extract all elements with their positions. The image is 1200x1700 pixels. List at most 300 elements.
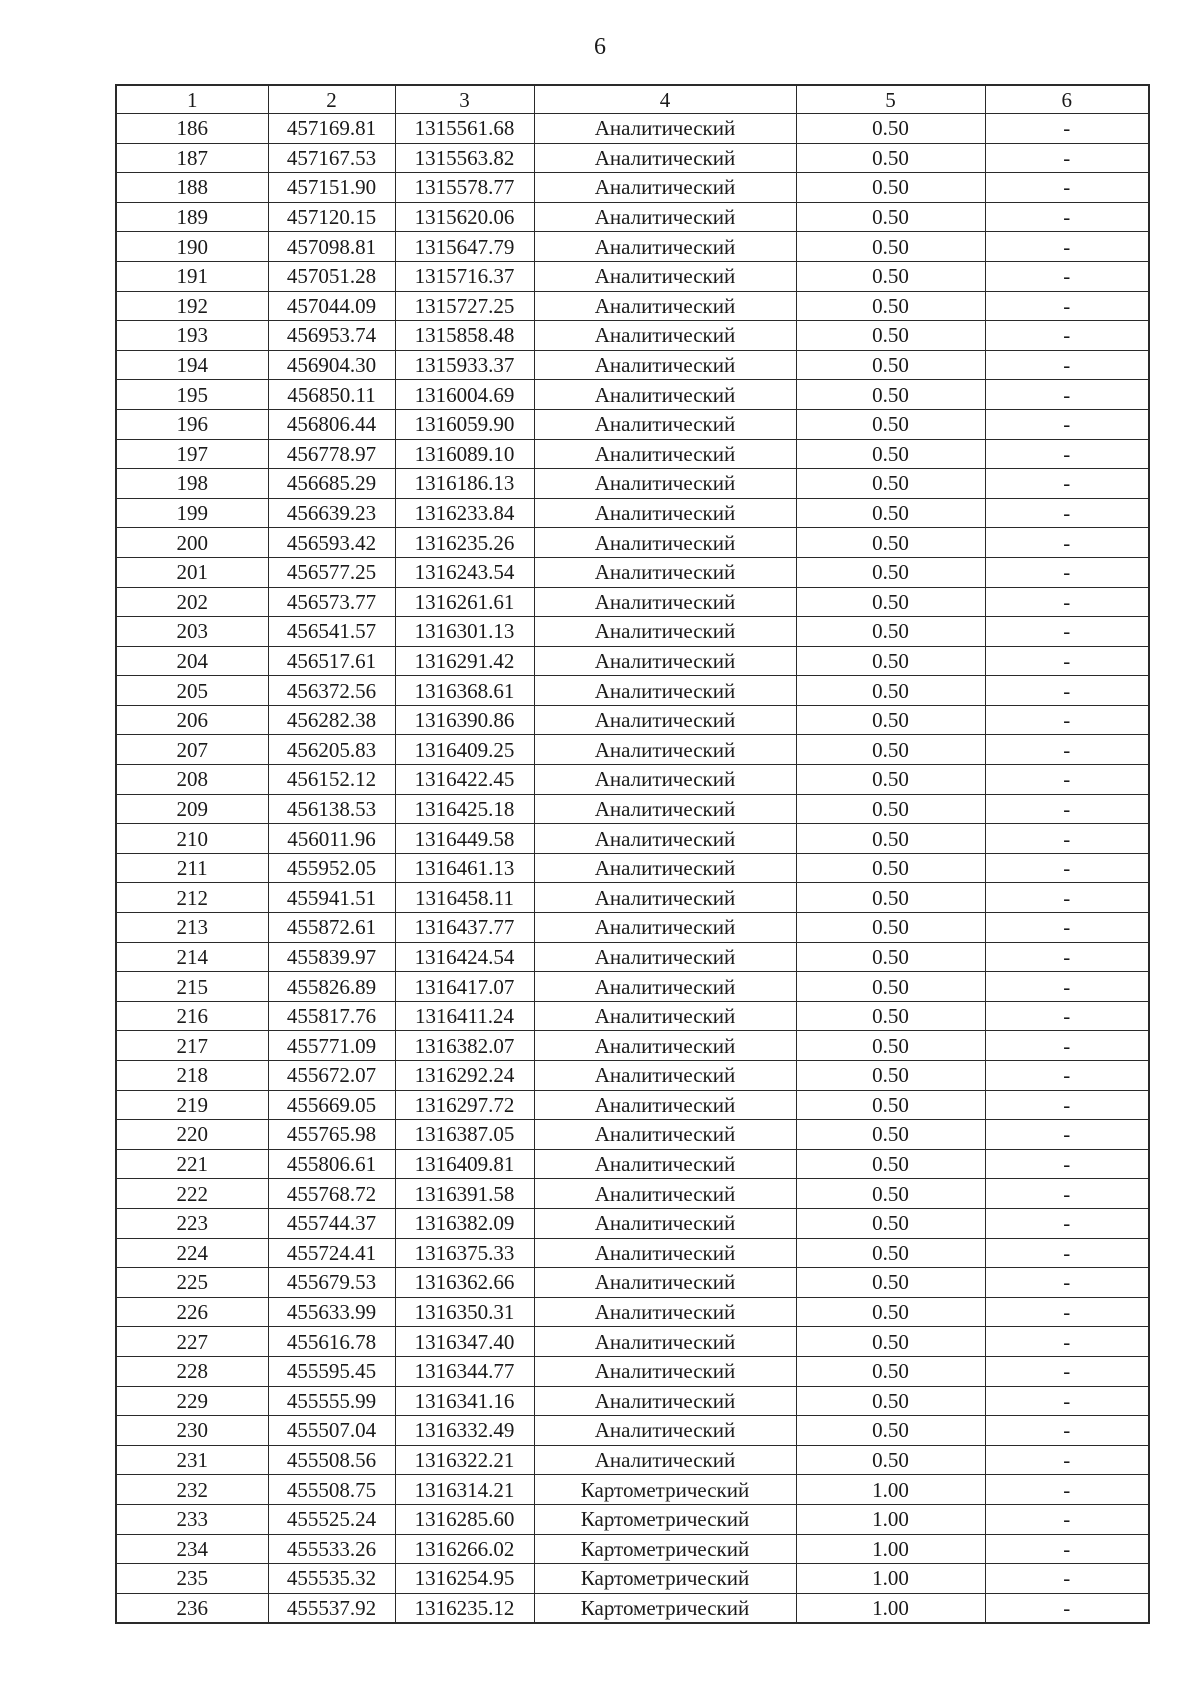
x-coordinate-cell: 457051.28 bbox=[268, 261, 395, 291]
method-cell: Картометрический bbox=[534, 1475, 796, 1505]
point-number-cell: 224 bbox=[116, 1238, 268, 1268]
accuracy-cell: 0.50 bbox=[796, 587, 985, 617]
accuracy-cell: 0.50 bbox=[796, 913, 985, 943]
point-number-cell: 208 bbox=[116, 765, 268, 795]
point-number-cell: 221 bbox=[116, 1149, 268, 1179]
note-cell: - bbox=[985, 853, 1149, 883]
accuracy-cell: 0.50 bbox=[796, 1061, 985, 1091]
accuracy-cell: 0.50 bbox=[796, 350, 985, 380]
accuracy-cell: 0.50 bbox=[796, 1001, 985, 1031]
accuracy-cell: 0.50 bbox=[796, 705, 985, 735]
point-number-cell: 210 bbox=[116, 824, 268, 854]
note-cell: - bbox=[985, 114, 1149, 144]
method-cell: Аналитический bbox=[534, 942, 796, 972]
point-number-cell: 222 bbox=[116, 1179, 268, 1209]
accuracy-cell: 0.50 bbox=[796, 617, 985, 647]
accuracy-cell: 0.50 bbox=[796, 498, 985, 528]
note-cell: - bbox=[985, 291, 1149, 321]
point-number-cell: 195 bbox=[116, 380, 268, 410]
note-cell: - bbox=[985, 913, 1149, 943]
point-number-cell: 205 bbox=[116, 676, 268, 706]
table-row bbox=[116, 705, 1149, 735]
y-coordinate-cell: 1316409.81 bbox=[395, 1149, 534, 1179]
column-header-4: 4 bbox=[534, 85, 796, 114]
method-cell: Аналитический bbox=[534, 1179, 796, 1209]
x-coordinate-cell: 455508.56 bbox=[268, 1445, 395, 1475]
y-coordinate-cell: 1316347.40 bbox=[395, 1327, 534, 1357]
table-row bbox=[116, 261, 1149, 291]
accuracy-cell: 0.50 bbox=[796, 883, 985, 913]
table-row bbox=[116, 676, 1149, 706]
method-cell: Аналитический bbox=[534, 1356, 796, 1386]
method-cell: Аналитический bbox=[534, 1031, 796, 1061]
y-coordinate-cell: 1316411.24 bbox=[395, 1001, 534, 1031]
accuracy-cell: 1.00 bbox=[796, 1564, 985, 1594]
method-cell: Аналитический bbox=[534, 409, 796, 439]
method-cell: Аналитический bbox=[534, 913, 796, 943]
y-coordinate-cell: 1315563.82 bbox=[395, 143, 534, 173]
x-coordinate-cell: 455672.07 bbox=[268, 1061, 395, 1091]
method-cell: Аналитический bbox=[534, 1061, 796, 1091]
y-coordinate-cell: 1316292.24 bbox=[395, 1061, 534, 1091]
x-coordinate-cell: 455839.97 bbox=[268, 942, 395, 972]
x-coordinate-cell: 457044.09 bbox=[268, 291, 395, 321]
note-cell: - bbox=[985, 1149, 1149, 1179]
point-number-cell: 200 bbox=[116, 528, 268, 558]
note-cell: - bbox=[985, 1297, 1149, 1327]
point-number-cell: 227 bbox=[116, 1327, 268, 1357]
x-coordinate-cell: 456850.11 bbox=[268, 380, 395, 410]
table-row bbox=[116, 143, 1149, 173]
accuracy-cell: 0.50 bbox=[796, 765, 985, 795]
note-cell: - bbox=[985, 1593, 1149, 1623]
accuracy-cell: 0.50 bbox=[796, 1031, 985, 1061]
table-row bbox=[116, 1564, 1149, 1594]
note-cell: - bbox=[985, 1416, 1149, 1446]
y-coordinate-cell: 1316350.31 bbox=[395, 1297, 534, 1327]
table-row bbox=[116, 1445, 1149, 1475]
y-coordinate-cell: 1316301.13 bbox=[395, 617, 534, 647]
table-row bbox=[116, 469, 1149, 499]
table-row bbox=[116, 646, 1149, 676]
x-coordinate-cell: 455806.61 bbox=[268, 1149, 395, 1179]
y-coordinate-cell: 1316368.61 bbox=[395, 676, 534, 706]
x-coordinate-cell: 456573.77 bbox=[268, 587, 395, 617]
accuracy-cell: 0.50 bbox=[796, 1386, 985, 1416]
note-cell: - bbox=[985, 528, 1149, 558]
x-coordinate-cell: 457151.90 bbox=[268, 173, 395, 203]
table-row bbox=[116, 1416, 1149, 1446]
point-number-cell: 192 bbox=[116, 291, 268, 321]
note-cell: - bbox=[985, 1238, 1149, 1268]
note-cell: - bbox=[985, 409, 1149, 439]
point-number-cell: 196 bbox=[116, 409, 268, 439]
note-cell: - bbox=[985, 794, 1149, 824]
note-cell: - bbox=[985, 1504, 1149, 1534]
accuracy-cell: 0.50 bbox=[796, 528, 985, 558]
note-cell: - bbox=[985, 557, 1149, 587]
note-cell: - bbox=[985, 617, 1149, 647]
y-coordinate-cell: 1316422.45 bbox=[395, 765, 534, 795]
method-cell: Аналитический bbox=[534, 1120, 796, 1150]
y-coordinate-cell: 1315933.37 bbox=[395, 350, 534, 380]
method-cell: Аналитический bbox=[534, 617, 796, 647]
note-cell: - bbox=[985, 1031, 1149, 1061]
accuracy-cell: 0.50 bbox=[796, 1356, 985, 1386]
point-number-cell: 232 bbox=[116, 1475, 268, 1505]
method-cell: Аналитический bbox=[534, 1208, 796, 1238]
method-cell: Аналитический bbox=[534, 735, 796, 765]
y-coordinate-cell: 1316375.33 bbox=[395, 1238, 534, 1268]
accuracy-cell: 0.50 bbox=[796, 942, 985, 972]
y-coordinate-cell: 1315561.68 bbox=[395, 114, 534, 144]
x-coordinate-cell: 455595.45 bbox=[268, 1356, 395, 1386]
x-coordinate-cell: 456778.97 bbox=[268, 439, 395, 469]
point-number-cell: 186 bbox=[116, 114, 268, 144]
point-number-cell: 198 bbox=[116, 469, 268, 499]
point-number-cell: 231 bbox=[116, 1445, 268, 1475]
note-cell: - bbox=[985, 972, 1149, 1002]
x-coordinate-cell: 455679.53 bbox=[268, 1268, 395, 1298]
method-cell: Аналитический bbox=[534, 676, 796, 706]
note-cell: - bbox=[985, 1179, 1149, 1209]
point-number-cell: 214 bbox=[116, 942, 268, 972]
note-cell: - bbox=[985, 143, 1149, 173]
x-coordinate-cell: 456541.57 bbox=[268, 617, 395, 647]
x-coordinate-cell: 455817.76 bbox=[268, 1001, 395, 1031]
table-row bbox=[116, 1149, 1149, 1179]
accuracy-cell: 0.50 bbox=[796, 972, 985, 1002]
table-row bbox=[116, 528, 1149, 558]
y-coordinate-cell: 1315727.25 bbox=[395, 291, 534, 321]
y-coordinate-cell: 1316089.10 bbox=[395, 439, 534, 469]
point-number-cell: 202 bbox=[116, 587, 268, 617]
column-header-1: 1 bbox=[116, 85, 268, 114]
method-cell: Аналитический bbox=[534, 1090, 796, 1120]
method-cell: Аналитический bbox=[534, 646, 796, 676]
accuracy-cell: 0.50 bbox=[796, 1268, 985, 1298]
note-cell: - bbox=[985, 202, 1149, 232]
note-cell: - bbox=[985, 1475, 1149, 1505]
y-coordinate-cell: 1316235.26 bbox=[395, 528, 534, 558]
method-cell: Аналитический bbox=[534, 291, 796, 321]
x-coordinate-cell: 456282.38 bbox=[268, 705, 395, 735]
method-cell: Аналитический bbox=[534, 705, 796, 735]
x-coordinate-cell: 456806.44 bbox=[268, 409, 395, 439]
page-number: 6 bbox=[594, 34, 606, 60]
point-number-cell: 216 bbox=[116, 1001, 268, 1031]
point-number-cell: 207 bbox=[116, 735, 268, 765]
y-coordinate-cell: 1316314.21 bbox=[395, 1475, 534, 1505]
note-cell: - bbox=[985, 1268, 1149, 1298]
point-number-cell: 189 bbox=[116, 202, 268, 232]
point-number-cell: 209 bbox=[116, 794, 268, 824]
method-cell: Аналитический bbox=[534, 1327, 796, 1357]
method-cell: Аналитический bbox=[534, 1386, 796, 1416]
note-cell: - bbox=[985, 1534, 1149, 1564]
accuracy-cell: 0.50 bbox=[796, 321, 985, 351]
method-cell: Аналитический bbox=[534, 469, 796, 499]
table-row bbox=[116, 913, 1149, 943]
x-coordinate-cell: 457098.81 bbox=[268, 232, 395, 262]
accuracy-cell: 0.50 bbox=[796, 1416, 985, 1446]
y-coordinate-cell: 1316449.58 bbox=[395, 824, 534, 854]
point-number-cell: 235 bbox=[116, 1564, 268, 1594]
header-row bbox=[116, 85, 1149, 114]
method-cell: Аналитический bbox=[534, 1416, 796, 1446]
note-cell: - bbox=[985, 173, 1149, 203]
point-number-cell: 236 bbox=[116, 1593, 268, 1623]
y-coordinate-cell: 1316362.66 bbox=[395, 1268, 534, 1298]
table-row bbox=[116, 202, 1149, 232]
table-row bbox=[116, 883, 1149, 913]
point-number-cell: 219 bbox=[116, 1090, 268, 1120]
x-coordinate-cell: 456577.25 bbox=[268, 557, 395, 587]
x-coordinate-cell: 456685.29 bbox=[268, 469, 395, 499]
table-row bbox=[116, 1238, 1149, 1268]
method-cell: Аналитический bbox=[534, 587, 796, 617]
table-row bbox=[116, 380, 1149, 410]
method-cell: Аналитический bbox=[534, 173, 796, 203]
y-coordinate-cell: 1316458.11 bbox=[395, 883, 534, 913]
accuracy-cell: 0.50 bbox=[796, 380, 985, 410]
y-coordinate-cell: 1316390.86 bbox=[395, 705, 534, 735]
note-cell: - bbox=[985, 498, 1149, 528]
y-coordinate-cell: 1316254.95 bbox=[395, 1564, 534, 1594]
accuracy-cell: 0.50 bbox=[796, 202, 985, 232]
point-number-cell: 233 bbox=[116, 1504, 268, 1534]
x-coordinate-cell: 455507.04 bbox=[268, 1416, 395, 1446]
table-row bbox=[116, 617, 1149, 647]
point-number-cell: 204 bbox=[116, 646, 268, 676]
y-coordinate-cell: 1316461.13 bbox=[395, 853, 534, 883]
point-number-cell: 212 bbox=[116, 883, 268, 913]
x-coordinate-cell: 456953.74 bbox=[268, 321, 395, 351]
x-coordinate-cell: 455537.92 bbox=[268, 1593, 395, 1623]
table-row bbox=[116, 1208, 1149, 1238]
point-number-cell: 201 bbox=[116, 557, 268, 587]
method-cell: Картометрический bbox=[534, 1504, 796, 1534]
table-row bbox=[116, 232, 1149, 262]
method-cell: Аналитический bbox=[534, 1268, 796, 1298]
method-cell: Аналитический bbox=[534, 232, 796, 262]
note-cell: - bbox=[985, 380, 1149, 410]
accuracy-cell: 0.50 bbox=[796, 557, 985, 587]
column-header-3: 3 bbox=[395, 85, 534, 114]
accuracy-cell: 0.50 bbox=[796, 646, 985, 676]
y-coordinate-cell: 1316059.90 bbox=[395, 409, 534, 439]
note-cell: - bbox=[985, 321, 1149, 351]
point-number-cell: 225 bbox=[116, 1268, 268, 1298]
method-cell: Аналитический bbox=[534, 350, 796, 380]
x-coordinate-cell: 455744.37 bbox=[268, 1208, 395, 1238]
accuracy-cell: 0.50 bbox=[796, 1297, 985, 1327]
table-header bbox=[116, 85, 1149, 114]
note-cell: - bbox=[985, 1120, 1149, 1150]
method-cell: Аналитический bbox=[534, 853, 796, 883]
accuracy-cell: 0.50 bbox=[796, 409, 985, 439]
x-coordinate-cell: 455616.78 bbox=[268, 1327, 395, 1357]
accuracy-cell: 0.50 bbox=[796, 143, 985, 173]
table-row bbox=[116, 321, 1149, 351]
x-coordinate-cell: 455525.24 bbox=[268, 1504, 395, 1534]
point-number-cell: 187 bbox=[116, 143, 268, 173]
table-row bbox=[116, 1327, 1149, 1357]
y-coordinate-cell: 1316425.18 bbox=[395, 794, 534, 824]
method-cell: Аналитический bbox=[534, 765, 796, 795]
method-cell: Аналитический bbox=[534, 114, 796, 144]
method-cell: Аналитический bbox=[534, 557, 796, 587]
y-coordinate-cell: 1316266.02 bbox=[395, 1534, 534, 1564]
accuracy-cell: 0.50 bbox=[796, 1327, 985, 1357]
accuracy-cell: 1.00 bbox=[796, 1534, 985, 1564]
accuracy-cell: 0.50 bbox=[796, 114, 985, 144]
table-row bbox=[116, 557, 1149, 587]
y-coordinate-cell: 1316344.77 bbox=[395, 1356, 534, 1386]
y-coordinate-cell: 1316233.84 bbox=[395, 498, 534, 528]
point-number-cell: 206 bbox=[116, 705, 268, 735]
y-coordinate-cell: 1316322.21 bbox=[395, 1445, 534, 1475]
table-row bbox=[116, 439, 1149, 469]
table-row bbox=[116, 765, 1149, 795]
table-row bbox=[116, 1179, 1149, 1209]
x-coordinate-cell: 455941.51 bbox=[268, 883, 395, 913]
table-row bbox=[116, 291, 1149, 321]
y-coordinate-cell: 1316391.58 bbox=[395, 1179, 534, 1209]
x-coordinate-cell: 455535.32 bbox=[268, 1564, 395, 1594]
y-coordinate-cell: 1316417.07 bbox=[395, 972, 534, 1002]
table-row bbox=[116, 853, 1149, 883]
point-number-cell: 188 bbox=[116, 173, 268, 203]
x-coordinate-cell: 456593.42 bbox=[268, 528, 395, 558]
point-number-cell: 220 bbox=[116, 1120, 268, 1150]
x-coordinate-cell: 455555.99 bbox=[268, 1386, 395, 1416]
point-number-cell: 203 bbox=[116, 617, 268, 647]
note-cell: - bbox=[985, 261, 1149, 291]
x-coordinate-cell: 455771.09 bbox=[268, 1031, 395, 1061]
point-number-cell: 217 bbox=[116, 1031, 268, 1061]
accuracy-cell: 0.50 bbox=[796, 173, 985, 203]
method-cell: Аналитический bbox=[534, 143, 796, 173]
table-row bbox=[116, 498, 1149, 528]
y-coordinate-cell: 1316285.60 bbox=[395, 1504, 534, 1534]
accuracy-cell: 0.50 bbox=[796, 1090, 985, 1120]
table-row bbox=[116, 1061, 1149, 1091]
y-coordinate-cell: 1316409.25 bbox=[395, 735, 534, 765]
table-row bbox=[116, 114, 1149, 144]
method-cell: Аналитический bbox=[534, 439, 796, 469]
y-coordinate-cell: 1316332.49 bbox=[395, 1416, 534, 1446]
accuracy-cell: 0.50 bbox=[796, 735, 985, 765]
y-coordinate-cell: 1316243.54 bbox=[395, 557, 534, 587]
accuracy-cell: 0.50 bbox=[796, 291, 985, 321]
accuracy-cell: 1.00 bbox=[796, 1475, 985, 1505]
y-coordinate-cell: 1316424.54 bbox=[395, 942, 534, 972]
method-cell: Картометрический bbox=[534, 1534, 796, 1564]
table-row bbox=[116, 1090, 1149, 1120]
method-cell: Аналитический bbox=[534, 1297, 796, 1327]
table-row bbox=[116, 1268, 1149, 1298]
table-row bbox=[116, 1297, 1149, 1327]
note-cell: - bbox=[985, 824, 1149, 854]
method-cell: Картометрический bbox=[534, 1564, 796, 1594]
table-row bbox=[116, 1593, 1149, 1623]
note-cell: - bbox=[985, 765, 1149, 795]
x-coordinate-cell: 456138.53 bbox=[268, 794, 395, 824]
note-cell: - bbox=[985, 1445, 1149, 1475]
note-cell: - bbox=[985, 735, 1149, 765]
x-coordinate-cell: 456205.83 bbox=[268, 735, 395, 765]
table-row bbox=[116, 1031, 1149, 1061]
method-cell: Аналитический bbox=[534, 1445, 796, 1475]
table-row bbox=[116, 1504, 1149, 1534]
x-coordinate-cell: 455826.89 bbox=[268, 972, 395, 1002]
method-cell: Картометрический bbox=[534, 1593, 796, 1623]
table-row bbox=[116, 587, 1149, 617]
accuracy-cell: 0.50 bbox=[796, 1208, 985, 1238]
note-cell: - bbox=[985, 439, 1149, 469]
y-coordinate-cell: 1315647.79 bbox=[395, 232, 534, 262]
accuracy-cell: 0.50 bbox=[796, 853, 985, 883]
note-cell: - bbox=[985, 1208, 1149, 1238]
accuracy-cell: 1.00 bbox=[796, 1593, 985, 1623]
table-row bbox=[116, 350, 1149, 380]
point-number-cell: 194 bbox=[116, 350, 268, 380]
y-coordinate-cell: 1315578.77 bbox=[395, 173, 534, 203]
point-number-cell: 223 bbox=[116, 1208, 268, 1238]
accuracy-cell: 1.00 bbox=[796, 1504, 985, 1534]
note-cell: - bbox=[985, 646, 1149, 676]
y-coordinate-cell: 1316291.42 bbox=[395, 646, 534, 676]
x-coordinate-cell: 455872.61 bbox=[268, 913, 395, 943]
note-cell: - bbox=[985, 469, 1149, 499]
x-coordinate-cell: 456904.30 bbox=[268, 350, 395, 380]
x-coordinate-cell: 455768.72 bbox=[268, 1179, 395, 1209]
note-cell: - bbox=[985, 232, 1149, 262]
x-coordinate-cell: 456517.61 bbox=[268, 646, 395, 676]
y-coordinate-cell: 1315716.37 bbox=[395, 261, 534, 291]
table-row bbox=[116, 735, 1149, 765]
y-coordinate-cell: 1316297.72 bbox=[395, 1090, 534, 1120]
y-coordinate-cell: 1316004.69 bbox=[395, 380, 534, 410]
table-row bbox=[116, 1475, 1149, 1505]
accuracy-cell: 0.50 bbox=[796, 794, 985, 824]
accuracy-cell: 0.50 bbox=[796, 261, 985, 291]
y-coordinate-cell: 1316235.12 bbox=[395, 1593, 534, 1623]
method-cell: Аналитический bbox=[534, 498, 796, 528]
point-number-cell: 215 bbox=[116, 972, 268, 1002]
note-cell: - bbox=[985, 1356, 1149, 1386]
accuracy-cell: 0.50 bbox=[796, 439, 985, 469]
method-cell: Аналитический bbox=[534, 1238, 796, 1268]
method-cell: Аналитический bbox=[534, 972, 796, 1002]
method-cell: Аналитический bbox=[534, 321, 796, 351]
x-coordinate-cell: 455533.26 bbox=[268, 1534, 395, 1564]
y-coordinate-cell: 1315620.06 bbox=[395, 202, 534, 232]
method-cell: Аналитический bbox=[534, 824, 796, 854]
y-coordinate-cell: 1316261.61 bbox=[395, 587, 534, 617]
method-cell: Аналитический bbox=[534, 1001, 796, 1031]
x-coordinate-cell: 456011.96 bbox=[268, 824, 395, 854]
x-coordinate-cell: 457169.81 bbox=[268, 114, 395, 144]
table-row bbox=[116, 1120, 1149, 1150]
accuracy-cell: 0.50 bbox=[796, 232, 985, 262]
table-row bbox=[116, 1534, 1149, 1564]
x-coordinate-cell: 455508.75 bbox=[268, 1475, 395, 1505]
x-coordinate-cell: 456152.12 bbox=[268, 765, 395, 795]
x-coordinate-cell: 457167.53 bbox=[268, 143, 395, 173]
note-cell: - bbox=[985, 350, 1149, 380]
